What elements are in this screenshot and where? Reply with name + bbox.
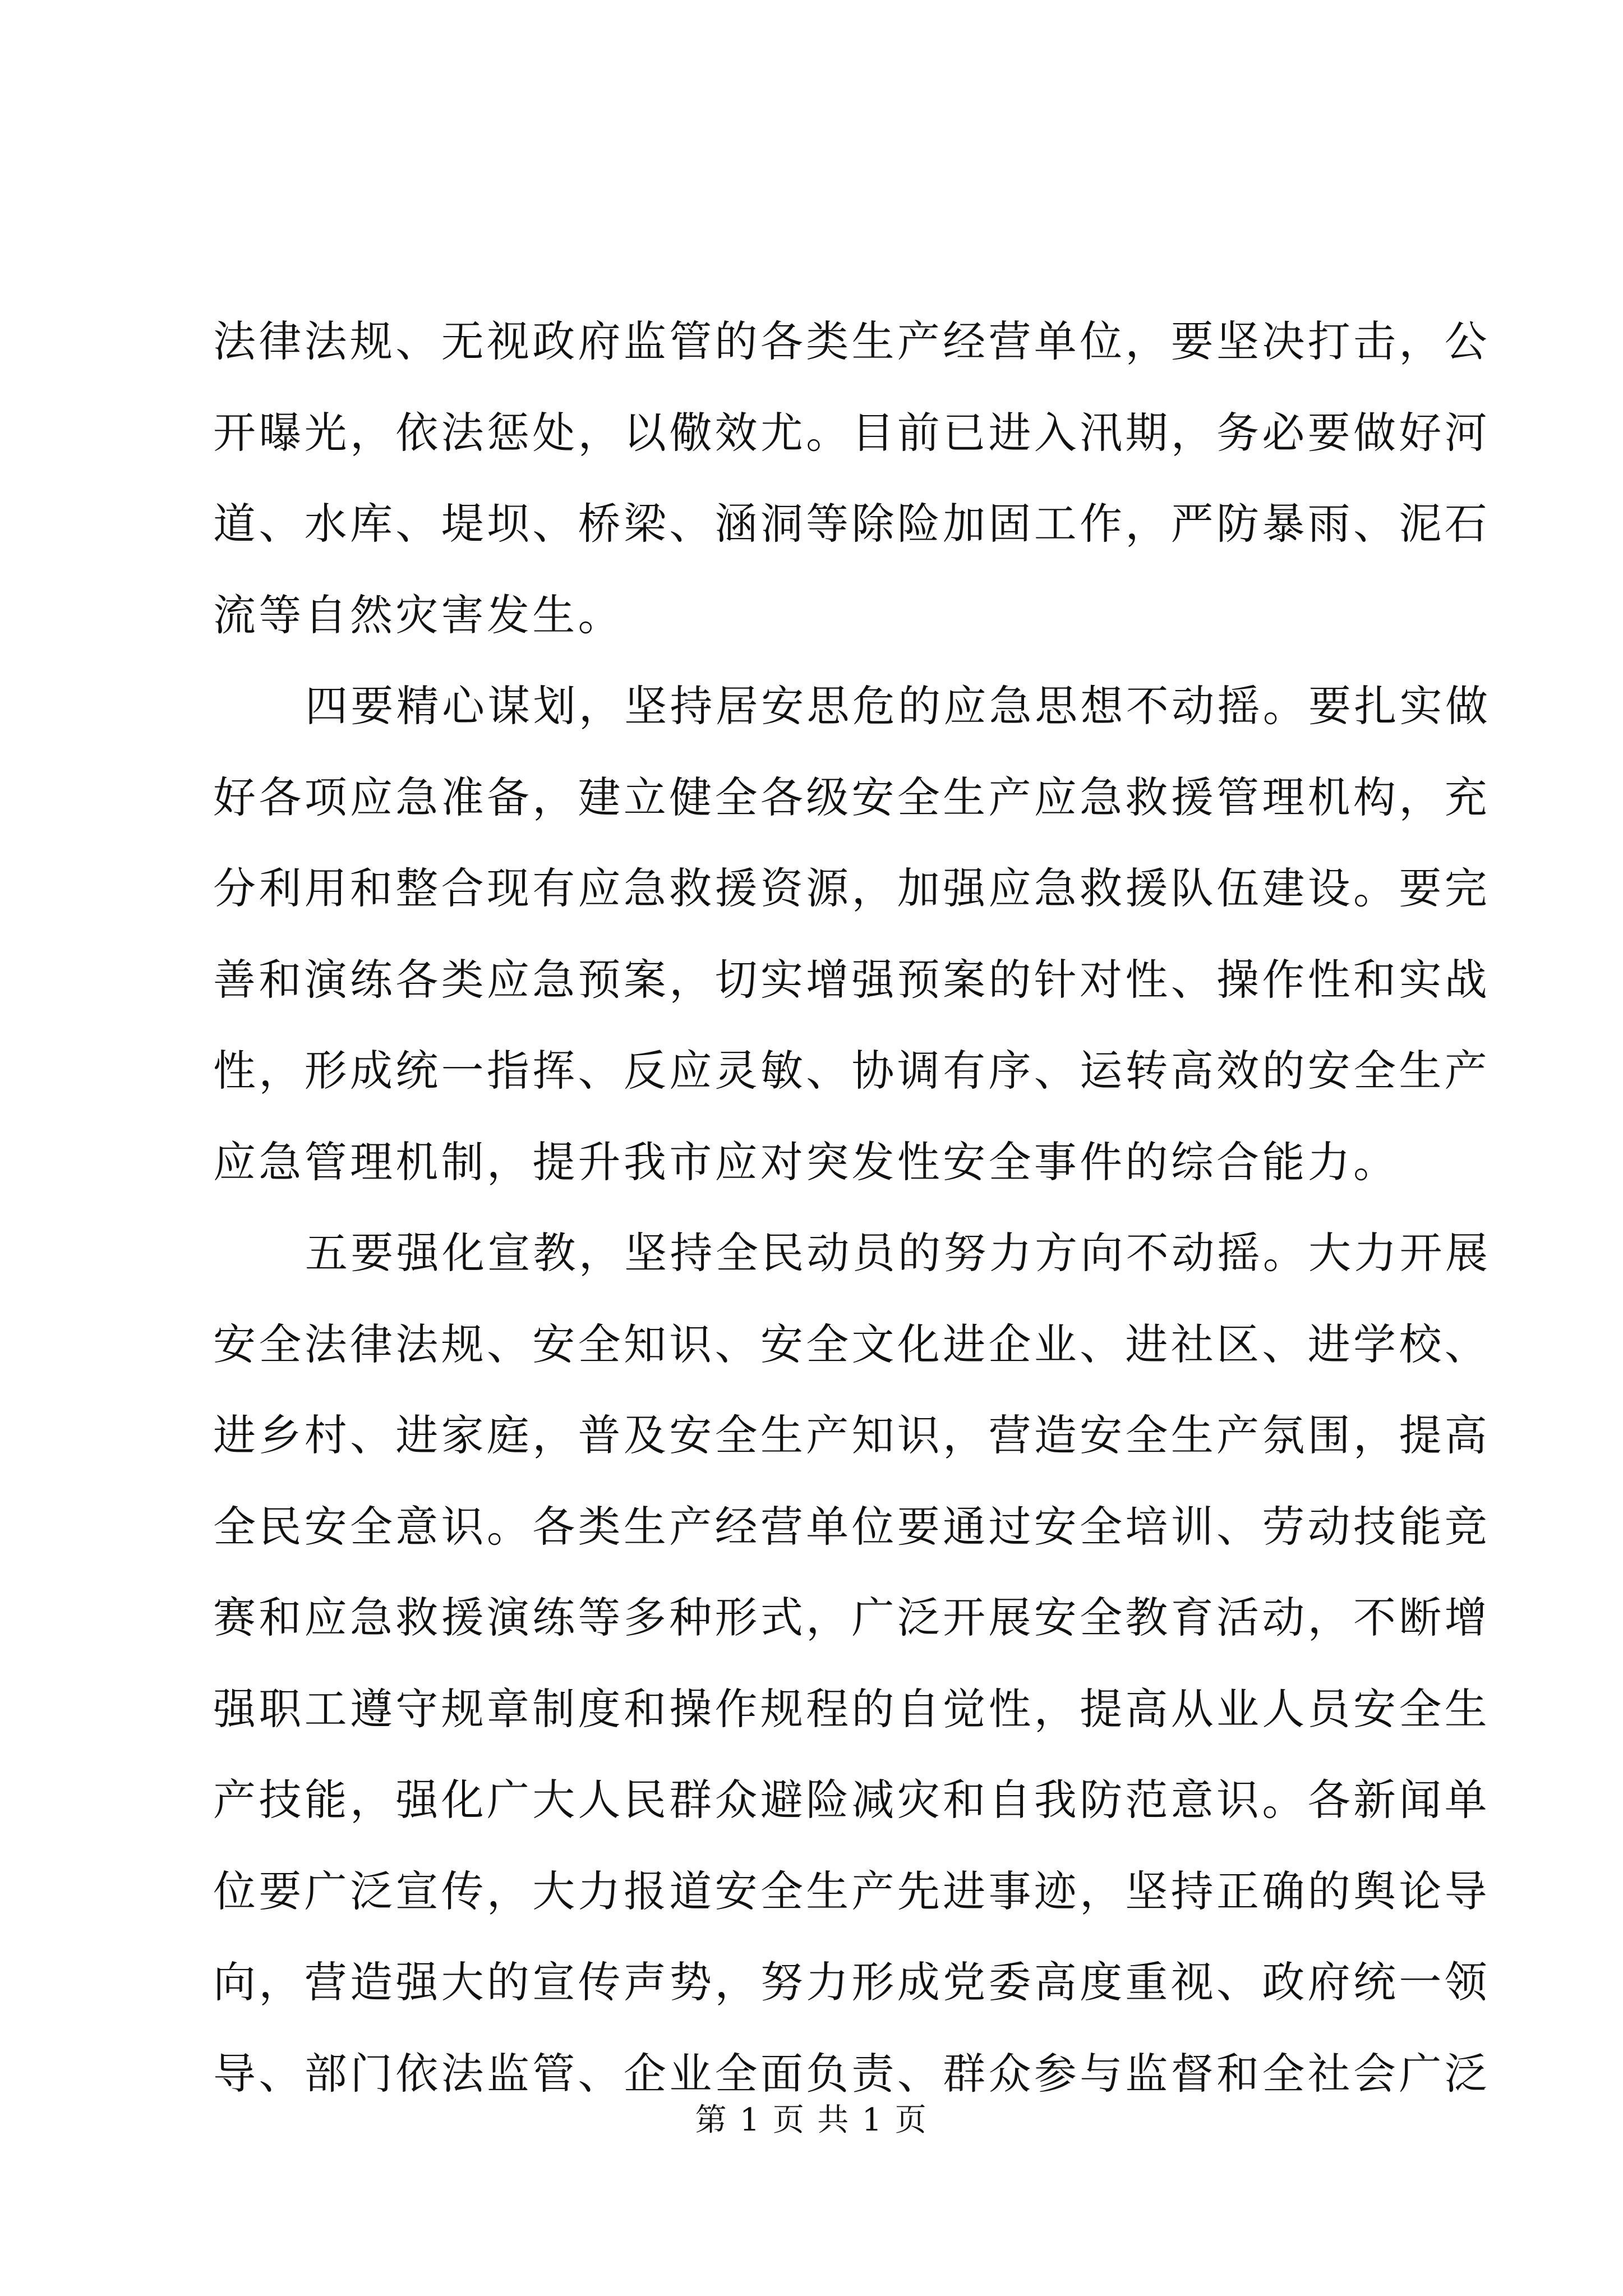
text-line-10: 应急管理机制，提升我市应对突发性安全事件的综合能力。 (213, 1137, 1399, 1187)
text-line-1: 法律法规、无视政府监管的各类生产经营单位，要坚决打击，公 (213, 316, 1490, 366)
page-number-footer: 第 1 页 共 1 页 (695, 2102, 928, 2138)
text-line-18: 位要广泛宣传，大力报道安全生产先进事迹，坚持正确的舆论导 (213, 1866, 1490, 1916)
text-line-16: 强职工遵守规章制度和操作规程的自觉性，提高从业人员安全生 (213, 1683, 1490, 1734)
text-line-9: 性，形成统一指挥、反应灵敏、协调有序、运转高效的安全生产 (213, 1046, 1490, 1096)
text-line-4: 流等自然灾害发生。 (213, 590, 624, 640)
text-line-13: 进乡村、进家庭，普及安全生产知识，营造安全生产氛围，提高 (213, 1410, 1490, 1460)
text-line-14: 全民安全意识。各类生产经营单位要通过安全培训、劳动技能竞 (213, 1501, 1490, 1552)
text-line-19: 向，营造强大的宣传声势，努力形成党委高度重视、政府统一领 (213, 1957, 1490, 2007)
text-line-7: 分利用和整合现有应急救援资源，加强应急救援队伍建设。要完 (213, 863, 1490, 913)
text-line-8: 善和演练各类应急预案，切实增强预案的针对性、操作性和实战 (213, 954, 1490, 1005)
text-line-11: 五要强化宣教，坚持全民动员的努力方向不动摇。大力开展 (305, 1228, 1491, 1278)
text-line-20: 导、部门依法监管、企业全面负责、群众参与监督和全社会广泛 (213, 2048, 1490, 2099)
text-line-2: 开曝光，依法惩处，以儆效尤。目前已进入汛期，务必要做好河 (213, 407, 1490, 458)
text-line-5: 四要精心谋划，坚持居安思危的应急思想不动摇。要扎实做 (305, 681, 1491, 731)
body-text (213, 296, 1491, 2119)
text-line-12: 安全法律法规、安全知识、安全文化进企业、进社区、进学校、 (213, 1319, 1490, 1369)
text-line-6: 好各项应急准备，建立健全各级安全生产应急救援管理机构，充 (213, 772, 1490, 822)
text-line-15: 赛和应急救援演练等多种形式，广泛开展安全教育活动，不断增 (213, 1593, 1490, 1642)
text-line-3: 道、水库、堤坝、桥梁、涵洞等除险加固工作，严防暴雨、泥石 (213, 499, 1490, 549)
text-line-17: 产技能，强化广大人民群众避险减灾和自我防范意识。各新闻单 (213, 1775, 1490, 1825)
